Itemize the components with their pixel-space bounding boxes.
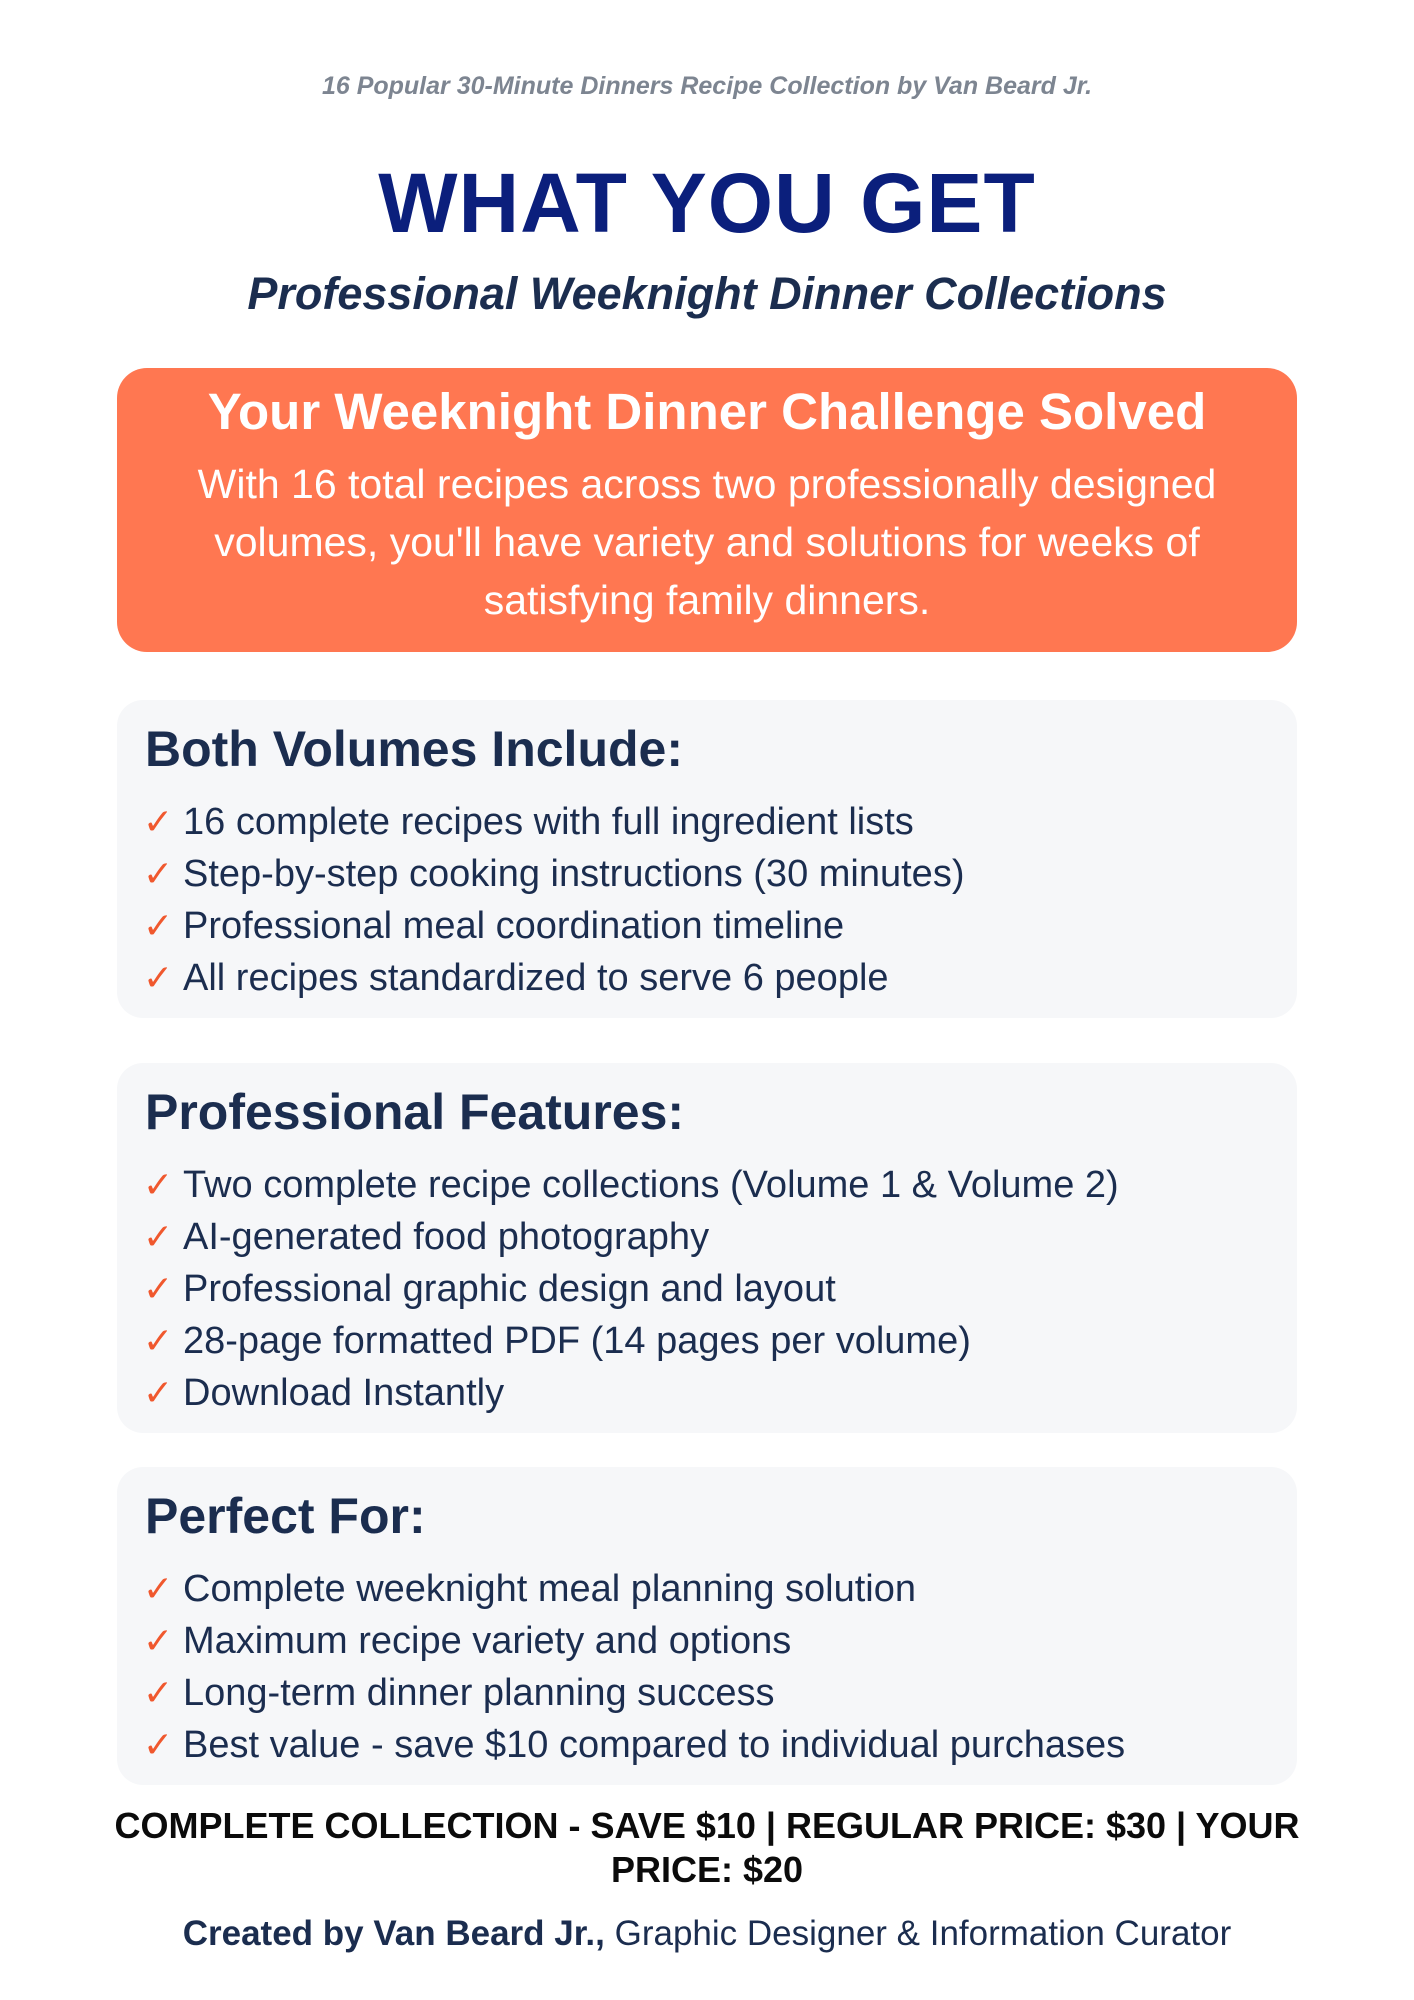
- list-item-text: All recipes standardized to serve 6 people: [183, 957, 889, 999]
- hero-body: With 16 total recipes across two professionally designed volumes, you'll have variety and solutions for weeks of satisfying family dinners.: [197, 461, 1217, 623]
- check-icon: ✓: [143, 853, 174, 894]
- section-card-volumes: [117, 700, 1297, 1018]
- list-item: [143, 796, 1277, 848]
- list-item-text: Best value - save $10 compared to individual purchases: [183, 1724, 1126, 1766]
- list-item: [143, 1719, 1277, 1771]
- list-item: [143, 1263, 1277, 1315]
- list-item-text: Step-by-step cooking instructions (30 minutes): [183, 853, 965, 895]
- check-icon: ✓: [143, 1724, 174, 1765]
- credit-name: Created by Van Beard Jr.,: [182, 1914, 605, 1953]
- list-item: [143, 1563, 1277, 1615]
- section-card-perfect-for: [117, 1467, 1297, 1785]
- list-item-text: Professional graphic design and layout: [183, 1268, 836, 1310]
- page-title: WHAT YOU GET: [378, 156, 1036, 250]
- list-item-text: 16 complete recipes with full ingredient lists: [183, 801, 914, 843]
- section-heading: Perfect For:: [145, 1488, 426, 1544]
- list-item: [143, 848, 1277, 900]
- feature-list: [143, 1159, 1277, 1419]
- section-card-features: [117, 1063, 1297, 1433]
- list-item: [143, 1667, 1277, 1719]
- list-item-text: Complete weeknight meal planning solution: [183, 1568, 917, 1610]
- list-item: [143, 1615, 1277, 1667]
- credit-role: Graphic Designer & Information Curator: [614, 1914, 1232, 1953]
- check-icon: ✓: [143, 1268, 174, 1309]
- header-subtitle: 16 Popular 30-Minute Dinners Recipe Collection by Van Beard Jr.: [321, 72, 1093, 100]
- list-item-text: Two complete recipe collections (Volume 1 & Volume 2): [183, 1164, 1119, 1206]
- feature-list: [143, 796, 1277, 1004]
- check-icon: ✓: [143, 1164, 174, 1205]
- list-item: [143, 900, 1277, 952]
- list-item-text: Maximum recipe variety and options: [183, 1620, 792, 1662]
- list-item: [143, 952, 1277, 1004]
- section-heading: Both Volumes Include:: [145, 721, 683, 777]
- credit-line: [0, 1914, 1414, 1954]
- section-heading: Professional Features:: [145, 1084, 685, 1140]
- check-icon: ✓: [143, 1216, 174, 1257]
- check-icon: ✓: [143, 1372, 174, 1413]
- hero-title: Your Weeknight Dinner Challenge Solved: [207, 383, 1207, 440]
- check-icon: ✓: [143, 957, 174, 998]
- list-item: [143, 1367, 1277, 1419]
- check-icon: ✓: [143, 1320, 174, 1361]
- list-item-text: Professional meal coordination timeline: [183, 905, 845, 947]
- list-item: [143, 1159, 1277, 1211]
- list-item-text: 28-page formatted PDF (14 pages per volume): [183, 1320, 971, 1362]
- list-item-text: Download Instantly: [183, 1372, 505, 1414]
- list-item: [143, 1211, 1277, 1263]
- check-icon: ✓: [143, 1568, 174, 1609]
- check-icon: ✓: [143, 1620, 174, 1661]
- pricing-banner: COMPLETE COLLECTION - SAVE $10 | REGULAR PRICE: $30 | YOUR PRICE: $20: [114, 1805, 1300, 1890]
- list-item-text: AI-generated food photography: [183, 1216, 710, 1258]
- hero-banner: [117, 368, 1297, 652]
- check-icon: ✓: [143, 801, 174, 842]
- page-tagline: Professional Weeknight Dinner Collections: [247, 268, 1167, 319]
- list-item-text: Long-term dinner planning success: [183, 1672, 775, 1714]
- check-icon: ✓: [143, 905, 174, 946]
- list-item: [143, 1315, 1277, 1367]
- check-icon: ✓: [143, 1672, 174, 1713]
- feature-list: [143, 1563, 1277, 1771]
